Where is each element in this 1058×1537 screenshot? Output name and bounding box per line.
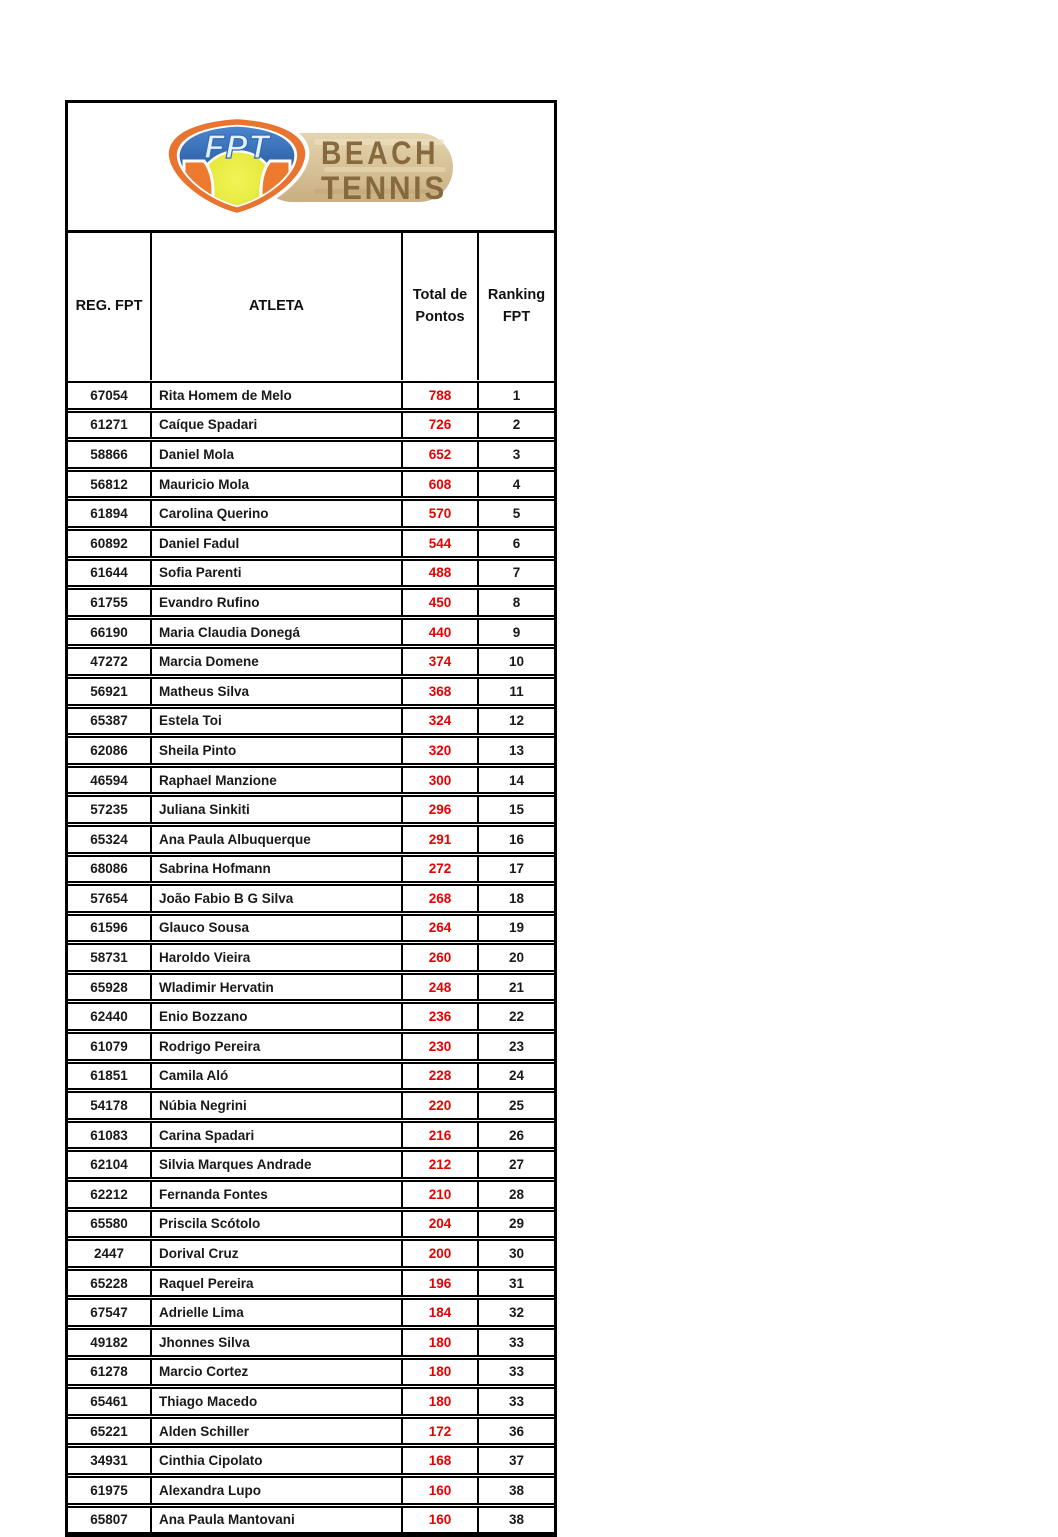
table-row xyxy=(68,1328,554,1357)
athlete-cell: Estela Toi xyxy=(152,709,403,734)
athlete-cell: Daniel Mola xyxy=(152,442,403,467)
ranking-cell: 38 xyxy=(508,1482,525,1498)
table-row xyxy=(68,1446,554,1475)
table-row xyxy=(68,707,554,736)
table-row xyxy=(68,618,554,647)
points-cell: 210 xyxy=(403,1182,479,1207)
athlete-cell: Caíque Spadari xyxy=(152,413,403,438)
reg-cell: 47272 xyxy=(68,649,152,674)
athlete-cell: Carolina Querino xyxy=(152,501,403,526)
points-cell: 272 xyxy=(403,857,479,882)
athlete-cell: Daniel Fadul xyxy=(152,531,403,556)
table-row xyxy=(68,1121,554,1150)
points-cell: 570 xyxy=(403,501,479,526)
reg-cell: 62086 xyxy=(68,738,152,763)
header-ranking-fpt: Ranking FPT xyxy=(487,286,546,325)
table-row xyxy=(68,943,554,972)
points-cell: 450 xyxy=(403,590,479,615)
points-cell: 268 xyxy=(403,886,479,911)
athlete-cell: Alden Schiller xyxy=(152,1419,403,1444)
reg-cell: 65928 xyxy=(68,975,152,1000)
header-reg-fpt: REG. FPT xyxy=(68,233,152,380)
reg-cell: 54178 xyxy=(68,1093,152,1118)
ranking-cell: 33 xyxy=(508,1393,525,1409)
ranking-cell: 8 xyxy=(512,594,521,610)
points-cell: 168 xyxy=(403,1448,479,1473)
athlete-cell: João Fabio B G Silva xyxy=(152,886,403,911)
ranking-cell: 38 xyxy=(508,1512,525,1528)
points-cell: 324 xyxy=(403,709,479,734)
athlete-cell: Sofia Parenti xyxy=(152,561,403,586)
table-row xyxy=(68,559,554,588)
table-row xyxy=(68,1387,554,1416)
table-row xyxy=(68,825,554,854)
table-row xyxy=(68,1002,554,1031)
points-cell: 296 xyxy=(403,797,479,822)
ranking-cell: 23 xyxy=(508,1038,525,1054)
logo-tennis-text: TENNIS xyxy=(321,169,447,206)
points-cell: 230 xyxy=(403,1034,479,1059)
reg-cell: 61975 xyxy=(68,1478,152,1503)
table-row xyxy=(68,1269,554,1298)
ranking-cell: 14 xyxy=(508,772,525,788)
ranking-cell: 20 xyxy=(508,950,525,966)
table-row xyxy=(68,440,554,469)
logo-fpt-text: FPT xyxy=(204,127,270,165)
athlete-cell: Camila Aló xyxy=(152,1064,403,1089)
table-row xyxy=(68,647,554,676)
points-cell: 300 xyxy=(403,768,479,793)
points-cell: 248 xyxy=(403,975,479,1000)
ranking-cell: 2 xyxy=(512,417,521,433)
table-row xyxy=(68,499,554,528)
reg-cell: 67054 xyxy=(68,383,152,408)
points-cell: 228 xyxy=(403,1064,479,1089)
points-cell: 212 xyxy=(403,1152,479,1177)
ranking-cell: 37 xyxy=(508,1453,525,1469)
athlete-cell: Ana Paula Mantovani xyxy=(152,1508,403,1533)
points-cell: 260 xyxy=(403,945,479,970)
points-cell: 180 xyxy=(403,1330,479,1355)
table-row xyxy=(68,1062,554,1091)
ranking-cell: 18 xyxy=(508,890,525,906)
athlete-cell: Marcia Domene xyxy=(152,649,403,674)
ranking-cell: 13 xyxy=(508,742,525,758)
reg-cell: 65221 xyxy=(68,1419,152,1444)
ranking-cell: 28 xyxy=(508,1186,525,1202)
ranking-table xyxy=(65,100,557,1537)
ranking-cell: 31 xyxy=(508,1275,525,1291)
points-cell: 320 xyxy=(403,738,479,763)
reg-cell: 58731 xyxy=(68,945,152,970)
points-cell: 544 xyxy=(403,531,479,556)
reg-cell: 34931 xyxy=(68,1448,152,1473)
athlete-cell: Mauricio Mola xyxy=(152,472,403,497)
table-row xyxy=(68,1180,554,1209)
athlete-cell: Ana Paula Albuquerque xyxy=(152,827,403,852)
reg-cell: 57654 xyxy=(68,886,152,911)
fpt-beach-tennis-logo xyxy=(164,115,458,219)
athlete-cell: Silvia Marques Andrade xyxy=(152,1152,403,1177)
table-row xyxy=(68,470,554,499)
athlete-cell: Haroldo Vieira xyxy=(152,945,403,970)
reg-cell: 61851 xyxy=(68,1064,152,1089)
reg-cell: 61644 xyxy=(68,561,152,586)
points-cell: 216 xyxy=(403,1123,479,1148)
points-cell: 204 xyxy=(403,1212,479,1237)
ranking-cell: 19 xyxy=(508,920,525,936)
table-row xyxy=(68,677,554,706)
athlete-cell: Enio Bozzano xyxy=(152,1004,403,1029)
athlete-cell: Evandro Rufino xyxy=(152,590,403,615)
reg-cell: 68086 xyxy=(68,857,152,882)
table-row xyxy=(68,1506,554,1535)
points-cell: 368 xyxy=(403,679,479,704)
reg-cell: 60892 xyxy=(68,531,152,556)
ranking-cell: 25 xyxy=(508,1098,525,1114)
athlete-cell: Adrielle Lima xyxy=(152,1300,403,1325)
reg-cell: 61083 xyxy=(68,1123,152,1148)
ranking-cell: 11 xyxy=(509,683,524,699)
athlete-cell: Rita Homem de Melo xyxy=(152,383,403,408)
athlete-cell: Dorival Cruz xyxy=(152,1241,403,1266)
reg-cell: 67547 xyxy=(68,1300,152,1325)
table-row xyxy=(68,914,554,943)
ranking-cell: 22 xyxy=(508,1009,525,1025)
table-row xyxy=(68,736,554,765)
table-row xyxy=(68,529,554,558)
reg-cell: 65228 xyxy=(68,1271,152,1296)
ranking-cell: 17 xyxy=(508,861,525,877)
reg-cell: 2447 xyxy=(68,1241,152,1266)
athlete-cell: Priscila Scótolo xyxy=(152,1212,403,1237)
ranking-cell: 10 xyxy=(508,654,525,670)
table-row xyxy=(68,1210,554,1239)
points-cell: 180 xyxy=(403,1389,479,1414)
points-cell: 236 xyxy=(403,1004,479,1029)
points-cell: 726 xyxy=(403,413,479,438)
logo-cell xyxy=(68,103,554,230)
table-row xyxy=(68,973,554,1002)
points-cell: 160 xyxy=(403,1508,479,1533)
athlete-cell: Rodrigo Pereira xyxy=(152,1034,403,1059)
table-row xyxy=(68,1417,554,1446)
table-row xyxy=(68,1091,554,1120)
ranking-cell: 29 xyxy=(508,1216,525,1232)
athlete-cell: Núbia Negrini xyxy=(152,1093,403,1118)
reg-cell: 62440 xyxy=(68,1004,152,1029)
header-atleta: ATLETA xyxy=(152,233,403,380)
header-total-pontos: Total de Pontos xyxy=(403,233,479,380)
reg-cell: 49182 xyxy=(68,1330,152,1355)
athlete-cell: Wladimir Hervatin xyxy=(152,975,403,1000)
table-row xyxy=(68,1298,554,1327)
ranking-cell: 16 xyxy=(508,831,525,847)
table-row xyxy=(68,795,554,824)
reg-cell: 61894 xyxy=(68,501,152,526)
athlete-cell: Marcio Cortez xyxy=(152,1360,403,1385)
ranking-cell: 21 xyxy=(508,979,525,995)
reg-cell: 61271 xyxy=(68,413,152,438)
ranking-cell: 12 xyxy=(508,713,525,729)
table-row xyxy=(68,1476,554,1505)
table-row xyxy=(68,411,554,440)
athlete-cell: Sabrina Hofmann xyxy=(152,857,403,882)
athlete-cell: Matheus Silva xyxy=(152,679,403,704)
athlete-cell: Carina Spadari xyxy=(152,1123,403,1148)
table-body xyxy=(68,380,554,1534)
logo-beach-text: BEACH xyxy=(321,134,439,171)
ranking-cell: 32 xyxy=(508,1305,525,1321)
ranking-cell: 33 xyxy=(508,1334,525,1350)
ranking-cell: 3 xyxy=(512,446,521,462)
reg-cell: 62212 xyxy=(68,1182,152,1207)
ranking-cell: 36 xyxy=(508,1423,525,1439)
athlete-cell: Thiago Macedo xyxy=(152,1389,403,1414)
points-cell: 608 xyxy=(403,472,479,497)
reg-cell: 56812 xyxy=(68,472,152,497)
reg-cell: 65461 xyxy=(68,1389,152,1414)
ranking-cell: 24 xyxy=(508,1068,525,1084)
athlete-cell: Sheila Pinto xyxy=(152,738,403,763)
reg-cell: 61755 xyxy=(68,590,152,615)
table-row xyxy=(68,1358,554,1387)
points-cell: 440 xyxy=(403,620,479,645)
ranking-cell: 15 xyxy=(508,802,525,818)
athlete-cell: Juliana Sinkiti xyxy=(152,797,403,822)
points-cell: 788 xyxy=(403,383,479,408)
points-cell: 172 xyxy=(403,1419,479,1444)
points-cell: 488 xyxy=(403,561,479,586)
points-cell: 184 xyxy=(403,1300,479,1325)
reg-cell: 66190 xyxy=(68,620,152,645)
table-header-row xyxy=(68,230,554,380)
table-row xyxy=(68,381,554,410)
reg-cell: 61596 xyxy=(68,916,152,941)
reg-cell: 65807 xyxy=(68,1508,152,1533)
reg-cell: 61079 xyxy=(68,1034,152,1059)
athlete-cell: Raquel Pereira xyxy=(152,1271,403,1296)
ranking-cell: 6 xyxy=(512,535,521,551)
table-row xyxy=(68,1150,554,1179)
ranking-cell: 4 xyxy=(512,476,521,492)
points-cell: 196 xyxy=(403,1271,479,1296)
points-cell: 180 xyxy=(403,1360,479,1385)
points-cell: 374 xyxy=(403,649,479,674)
athlete-cell: Glauco Sousa xyxy=(152,916,403,941)
ranking-cell: 1 xyxy=(512,387,521,403)
reg-cell: 58866 xyxy=(68,442,152,467)
points-cell: 160 xyxy=(403,1478,479,1503)
reg-cell: 46594 xyxy=(68,768,152,793)
athlete-cell: Maria Claudia Donegá xyxy=(152,620,403,645)
reg-cell: 57235 xyxy=(68,797,152,822)
reg-cell: 62104 xyxy=(68,1152,152,1177)
athlete-cell: Fernanda Fontes xyxy=(152,1182,403,1207)
athlete-cell: Jhonnes Silva xyxy=(152,1330,403,1355)
athlete-cell: Alexandra Lupo xyxy=(152,1478,403,1503)
ranking-cell: 7 xyxy=(512,565,521,581)
ranking-cell: 5 xyxy=(512,506,521,522)
table-row xyxy=(68,884,554,913)
reg-cell: 65387 xyxy=(68,709,152,734)
reg-cell: 65324 xyxy=(68,827,152,852)
points-cell: 291 xyxy=(403,827,479,852)
athlete-cell: Cinthia Cipolato xyxy=(152,1448,403,1473)
reg-cell: 56921 xyxy=(68,679,152,704)
ranking-cell: 9 xyxy=(512,624,521,640)
reg-cell: 65580 xyxy=(68,1212,152,1237)
reg-cell: 61278 xyxy=(68,1360,152,1385)
points-cell: 264 xyxy=(403,916,479,941)
table-row xyxy=(68,588,554,617)
ranking-cell: 27 xyxy=(508,1157,525,1173)
table-row xyxy=(68,766,554,795)
points-cell: 220 xyxy=(403,1093,479,1118)
points-cell: 200 xyxy=(403,1241,479,1266)
table-row xyxy=(68,1032,554,1061)
ranking-cell: 26 xyxy=(508,1127,525,1143)
table-row xyxy=(68,855,554,884)
table-row xyxy=(68,1239,554,1268)
athlete-cell: Raphael Manzione xyxy=(152,768,403,793)
points-cell: 652 xyxy=(403,442,479,467)
ranking-cell: 33 xyxy=(508,1364,525,1380)
ranking-cell: 30 xyxy=(508,1246,525,1262)
